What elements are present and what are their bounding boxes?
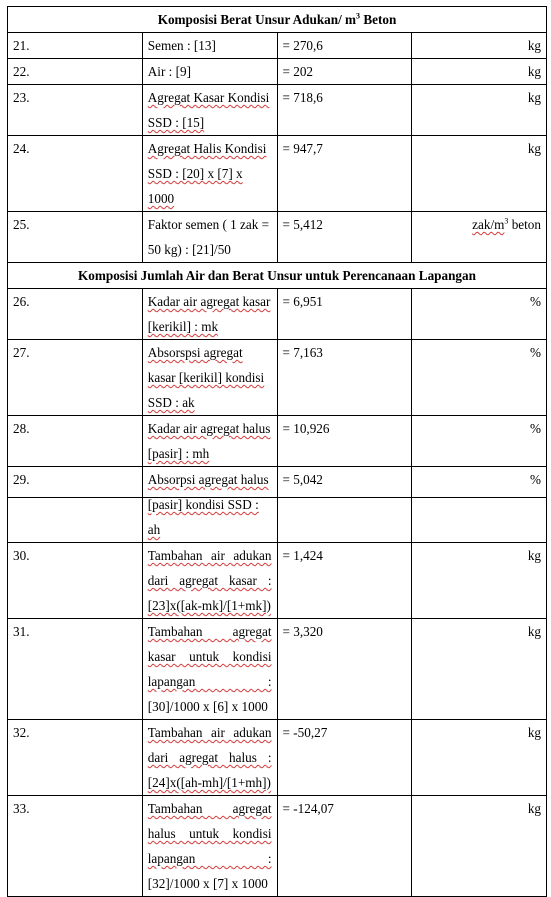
row-value: = 5,412 <box>277 212 412 263</box>
row-description: Agregat Halis Kondisi SSD : [20] x [7] x 1000 <box>142 136 277 212</box>
description-line-2: [23]x([ak-mk]/[1+mk]) <box>147 598 271 613</box>
description-line-2: [32]/1000 x [7] x 1000 <box>147 876 268 891</box>
row-unit: kg <box>412 619 547 720</box>
unit-text-suffix: beton <box>508 217 541 232</box>
row-unit: % <box>412 416 547 467</box>
row-unit: kg <box>412 136 547 212</box>
row-description: Air : [9] <box>142 59 277 85</box>
description-line-1: Tambahan agregat halus untuk kondisi lapangan : <box>147 801 272 866</box>
table-row <box>8 416 547 467</box>
row-description: Faktor semen ( 1 zak = 50 kg) : [21]/50 <box>142 212 277 263</box>
table-row <box>8 33 547 59</box>
row-number: 24. <box>8 136 143 212</box>
row-number: 21. <box>8 33 143 59</box>
table-row <box>8 59 547 85</box>
mix-composition-table <box>7 6 547 897</box>
row-value: = 3,320 <box>277 619 412 720</box>
row-value: = -50,27 <box>277 720 412 796</box>
row-number: 29. <box>8 467 143 543</box>
row-description: Kadar air agregat halus [pasir] : mh <box>142 416 277 467</box>
row-value: = 947,7 <box>277 136 412 212</box>
row-description: Semen : [13] <box>142 33 277 59</box>
row-value: = 7,163 <box>277 340 412 416</box>
row-description <box>142 796 277 897</box>
row-unit: % <box>412 289 547 340</box>
description-line-2: [30]/1000 x [6] x 1000 <box>147 699 268 714</box>
row-number: 26. <box>8 289 143 340</box>
section-heading-mix-weight <box>8 7 547 33</box>
row-description: Absorspsi agregat kasar [kerikil] kondisi SSD : ak <box>142 340 277 416</box>
table-row <box>8 340 547 416</box>
section-heading-field-planning: Komposisi Jumlah Air dan Berat Unsur untuk Perencanaan Lapangan <box>8 263 547 289</box>
unit-text: zak/m <box>472 217 505 232</box>
row-unit: kg <box>412 85 547 136</box>
row-description: Kadar air agregat kasar [kerikil] : mk <box>142 289 277 340</box>
row-number: 31. <box>8 619 143 720</box>
row-value: = 718,6 <box>277 85 412 136</box>
row-number: 25. <box>8 212 143 263</box>
table-row <box>8 212 547 263</box>
table-row <box>8 543 547 619</box>
heading-text-suffix: Beton <box>360 12 397 27</box>
row-value: = 202 <box>277 59 412 85</box>
row-value: = 6,951 <box>277 289 412 340</box>
row-number: 22. <box>8 59 143 85</box>
row-unit: kg <box>412 59 547 85</box>
row-unit: kg <box>412 796 547 897</box>
row-unit: kg <box>412 33 547 59</box>
row-number: 32. <box>8 720 143 796</box>
row-value: = 1,424 <box>277 543 412 619</box>
section-heading-row <box>8 7 547 33</box>
row-value: = 10,926 <box>277 416 412 467</box>
heading-text: Komposisi Berat Unsur Adukan/ m <box>157 12 357 27</box>
unit-superscript: 3 <box>504 216 509 226</box>
table-row <box>8 85 547 136</box>
row-number: 23. <box>8 85 143 136</box>
description-line-1: Tambahan air adukan dari agregat kasar : <box>147 548 272 588</box>
row-number: 27. <box>8 340 143 416</box>
table-row <box>8 796 547 897</box>
description-line-2: [24]x([ah-mh]/[1+mh]) <box>147 775 271 790</box>
row-description <box>142 720 277 796</box>
row-description: Absorpsi agregat halus [pasir] kondisi SSD : ah <box>142 467 277 543</box>
table-row <box>8 467 547 543</box>
heading-superscript: 3 <box>356 11 361 21</box>
row-value: = -124,07 <box>277 796 412 897</box>
row-unit: kg <box>412 720 547 796</box>
table-row <box>8 289 547 340</box>
row-number: 30. <box>8 543 143 619</box>
table-row <box>8 720 547 796</box>
row-value: = 270,6 <box>277 33 412 59</box>
row-unit: kg <box>412 543 547 619</box>
row-description <box>142 619 277 720</box>
row-unit: % <box>412 340 547 416</box>
section-heading-row <box>8 263 547 289</box>
row-description <box>142 543 277 619</box>
description-line-1: Tambahan agregat kasar untuk kondisi lapangan : <box>147 624 272 689</box>
description-line-1: Tambahan air adukan dari agregat halus : <box>147 725 272 765</box>
row-number: 28. <box>8 416 143 467</box>
row-unit <box>412 212 547 263</box>
table-row <box>8 619 547 720</box>
row-unit: % <box>412 467 547 543</box>
row-description: Agregat Kasar Kondisi SSD : [15] <box>142 85 277 136</box>
table-row <box>8 136 547 212</box>
row-value: = 5,042 <box>277 467 412 543</box>
row-number: 33. <box>8 796 143 897</box>
next-row-border <box>7 497 547 499</box>
